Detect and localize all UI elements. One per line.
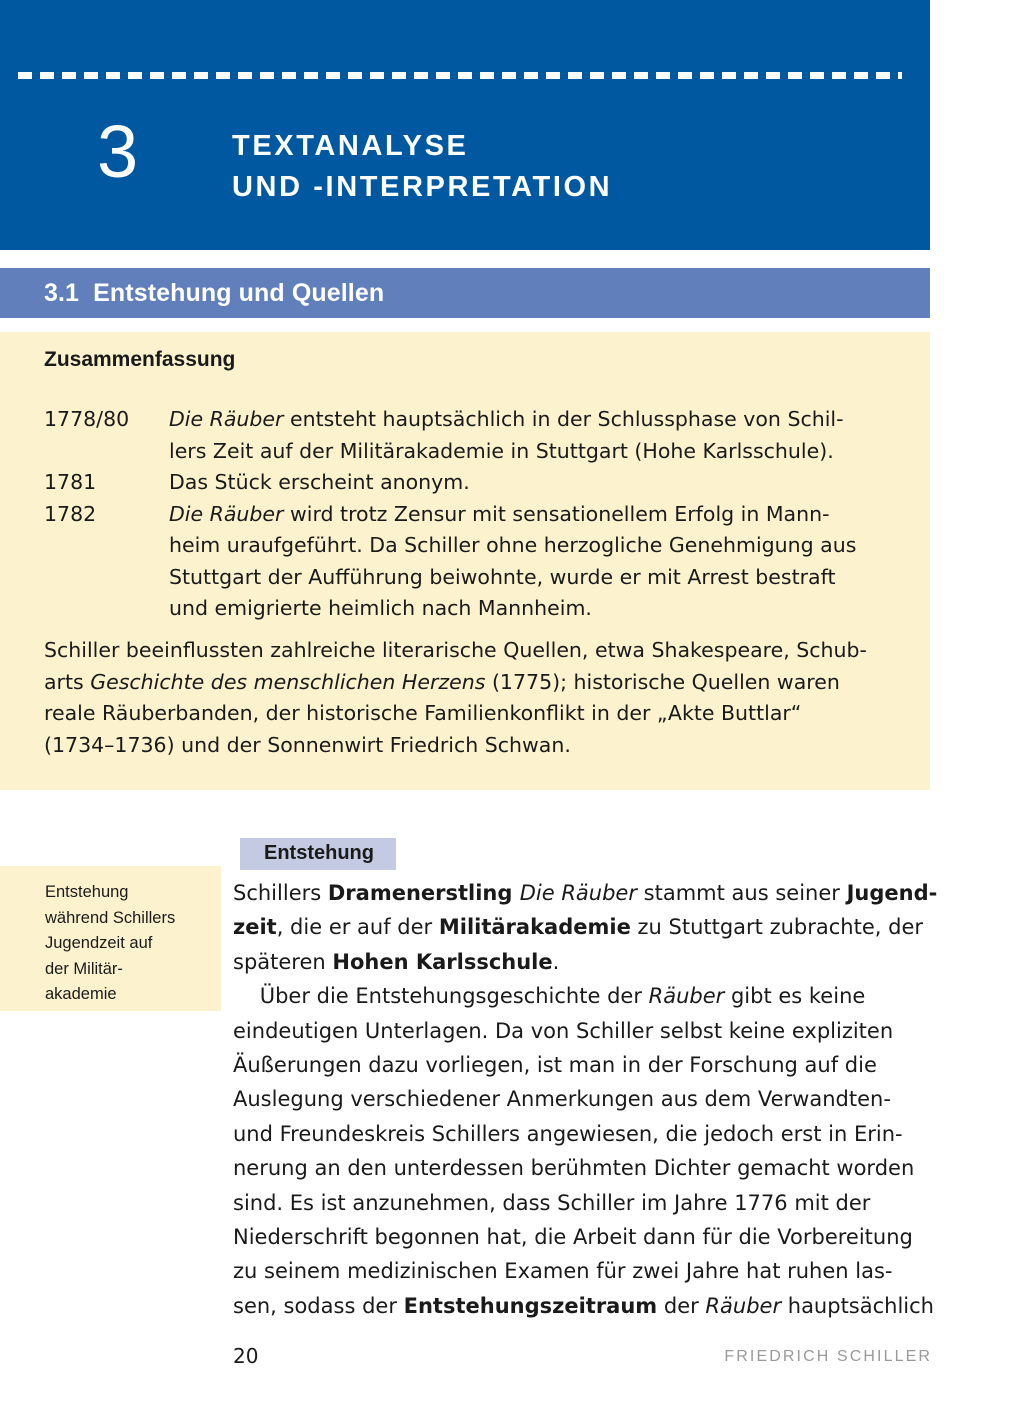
summary-timeline-list [44,404,896,625]
chapter-header-banner [0,0,930,250]
margin-note-line: während Schillers [45,908,176,927]
body-line: Niederschrift begonnen hat, die Arbeit dann für die Vorbereitung [233,1225,913,1250]
timeline-description: Das Stück erscheint anonym. [169,470,470,494]
body-line: späteren Hohen Karlsschule. [233,949,560,974]
body-line: und Freundeskreis Schillers angewiesen, die jedoch erst in Erin- [233,1121,903,1146]
body-line: eindeutigen Unterlagen. Da von Schiller selbst keine expliziten [233,1018,894,1043]
timeline-description: Die Räuber wird trotz Zensur mit sensationellem Erfolg in Mann- heim uraufgeführt. Da Schiller ohne herzogliche Genehmigung aus Stuttgart der Aufführung beiwohnte, wurde er mit Arrest bestraft und emigrierte heimlich nach Mannheim. [169,501,857,620]
section-heading-text: 3.1 Entstehung und Quellen [44,279,385,307]
summary-text-line: Schiller beeinflussten zahlreiche literarische Quellen, etwa Shakespeare, Schub- [44,638,867,662]
summary-text-line: arts Geschichte des menschlichen Herzens (1775); historische Quellen waren [44,669,840,694]
chapter-title-line-2: UND -INTERPRETATION [232,171,613,203]
body-text-column [233,876,938,1323]
margin-note-text [45,880,221,1008]
margin-note-line: der Militär- [45,959,123,978]
body-line: Schillers Dramenerstling Die Räuber stammt aus seiner Jugend- [233,881,938,905]
summary-paragraph [44,635,900,761]
timeline-row [44,404,896,467]
body-line: Über die Entstehungsgeschichte der Räuber gibt es keine [233,984,866,1009]
body-line: Auslegung verschiedener Anmerkungen aus dem Verwandten- [233,1087,891,1112]
section-heading-bar [0,268,930,318]
margin-note-box [0,866,221,1011]
summary-text-line: (1734–1736) und der Sonnenwirt Friedrich Schwan. [44,732,571,757]
timeline-description: Die Räuber entsteht hauptsächlich in der Schlussphase von Schil- lers Zeit auf der Militärakademie in Stuttgart (Hohe Karlsschule). [169,407,844,463]
footer-book-title: FRIEDRICH SCHILLER [724,1348,932,1365]
chapter-number: 3 [97,110,139,193]
chapter-title-line-1: TEXTANALYSE [232,130,469,162]
summary-box [0,332,930,790]
body-line: Äußerungen dazu vorliegen, ist man in der Forschung auf die [233,1053,877,1078]
timeline-row [44,499,896,625]
body-paragraph-1 [233,876,938,979]
body-line: nerung an den unterdessen berühmten Dichter gemacht worden [233,1156,915,1181]
margin-note-line: Entstehung [45,883,129,901]
body-line: zu seinem medizinischen Examen für zwei Jahre hat ruhen las- [233,1259,893,1284]
timeline-year: 1778/80 [44,407,130,431]
body-paragraph-2 [233,979,933,1323]
summary-text-line: reale Räuberbanden, der historische Familienkonflikt in der „Akte Buttlar“ [44,701,802,725]
timeline-row [44,467,896,499]
footer-page-number: 20 [233,1344,259,1368]
timeline-year: 1782 [44,501,97,526]
keyword-label-entstehung: Entstehung [240,838,396,870]
summary-title: Zusammenfassung [44,348,236,371]
margin-note-line: akademie [45,985,117,1003]
body-line: sind. Es ist anzunehmen, dass Schiller im Jahre 1776 mit der [233,1190,871,1215]
margin-note-line: Jugendzeit auf [45,934,153,952]
chapter-title [232,126,612,208]
timeline-year: 1781 [44,470,97,494]
body-line: sen, sodass der Entstehungszeitraum der Räuber hauptsächlich [233,1293,934,1318]
body-line: zeit, die er auf der Militärakademie zu Stuttgart zubrachte, der [233,915,924,940]
dashed-rule-decoration [18,72,902,79]
